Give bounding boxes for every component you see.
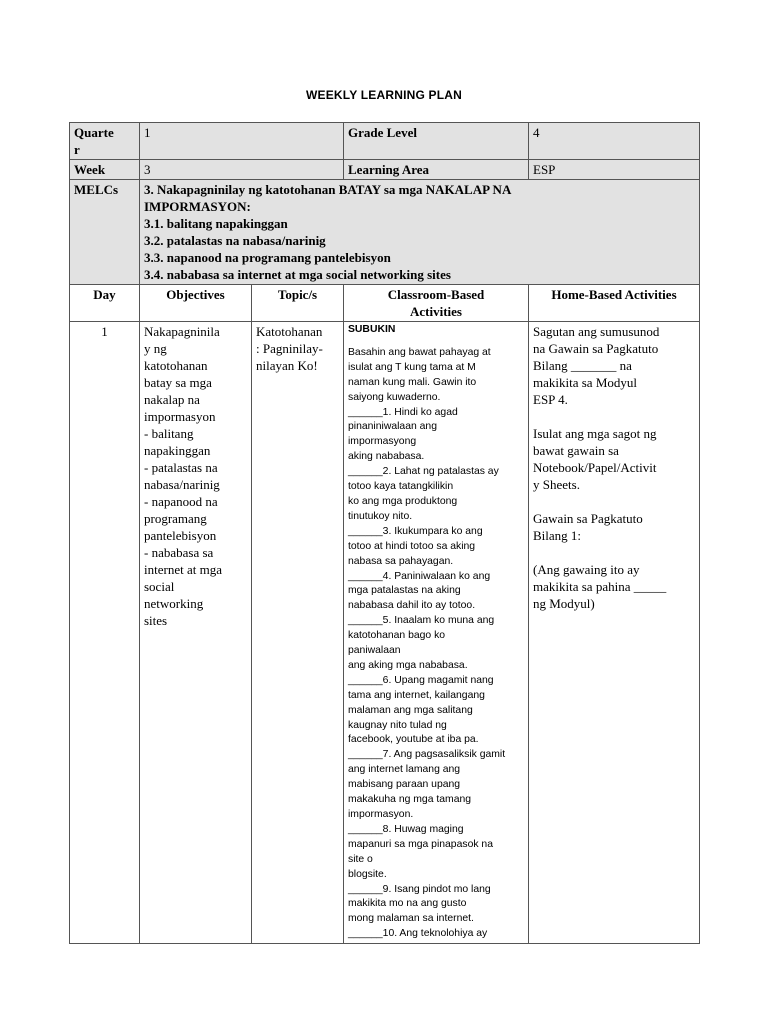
quarter-row [70,123,700,160]
day-header: Day [70,285,140,322]
objectives-cell: Nakapagninila y ng katotohanan batay sa mga nakalap na impormasyon - balitang napakinggan - patalastas na nabasa/narinig - napanood na programang pantelebisyon - nababasa sa internet at mga social networking sites [140,322,252,944]
melc-line: 3.4. nababasa sa internet at mga social networking sites [144,267,451,282]
home-activities-header: Home-Based Activities [529,285,700,322]
day-row [70,322,700,944]
week-value: 3 [140,160,344,180]
learning-plan-table [69,122,700,944]
topics-cell: Katotohanan : Pagninilay- nilayan Ko! [252,322,344,944]
column-header-row [70,285,700,322]
subukin-heading: SUBUKIN [348,324,396,335]
objectives-header: Objectives [140,285,252,322]
melc-line: 3.3. napanood na programang pantelebisyon [144,250,391,265]
day-number: 1 [70,322,140,944]
week-label: Week [70,160,140,180]
melcs-content [140,180,700,285]
melc-line: 3.2. patalastas na nabasa/narinig [144,233,326,248]
melcs-label: MELCs [70,180,140,285]
melc-line: 3.1. balitang napakinggan [144,216,288,231]
week-row [70,160,700,180]
quarter-value: 1 [140,123,344,160]
melcs-row [70,180,700,285]
melc-line: IMPORMASYON: [144,199,251,214]
grade-level-value: 4 [529,123,700,160]
learning-area-value: ESP [529,160,700,180]
page-title: WEEKLY LEARNING PLAN [305,88,462,102]
classroom-activities-header: Classroom-Based Activities [344,285,529,322]
home-activities-cell: Sagutan ang sumusunod na Gawain sa Pagkatuto Bilang _______ na makikita sa Modyul ESP 4. Isulat ang mga sagot ng bawat gawain sa Notebook/Papel/Activit y Sheets. Gawain sa Pagkatuto Bilang 1: (Ang gawaing ito ay makikita sa pahina _____ ng Modyul) [529,322,700,944]
quarter-label: Quarte r [70,123,140,160]
grade-level-label: Grade Level [344,123,529,160]
melc-line: 3. Nakapagninilay ng katotohanan BATAY sa mga NAKALAP NA [144,182,512,197]
learning-area-label: Learning Area [344,160,529,180]
classroom-activities-cell: SUBUKIN Basahin ang bawat pahayag at isulat ang T kung tama at M naman kung mali. Gawin ito saiyong kuwaderno. ______1. Hindi ko agad pinaniniwalaan ang impormasyong aking nababasa. ______2. Lahat ng patalastas ay totoo kaya tatangkilikin ko ang mga produktong tinutukoy nito. ______3. Ikukumpara ko ang totoo at hindi totoo sa aking nabasa sa pahayagan. ______4. Paniniwalaan ko ang mga patalastas na aking nababasa dahil ito ay totoo. ______5. Inaalam ko muna ang katotohanan bago ko paniwalaan ang aking mga nababasa. ______6. Upang magamit nang tama ang internet, kailangang malaman ang mga salitang kaugnay nito tulad ng facebook, youtube at iba pa. ______7. Ang pagsasaliksik gamit ang internet lamang ang mabisang paraan upang makakuha ng mga tamang impormasyon. ______8. Huwag maging mapanuri sa mga pinapasok na site o blogsite. ______9. Isang pindot mo lang makikita mo na ang gusto mong malaman sa internet. ______10. Ang teknolohiya ay [344,322,529,944]
topics-header: Topic/s [252,285,344,322]
